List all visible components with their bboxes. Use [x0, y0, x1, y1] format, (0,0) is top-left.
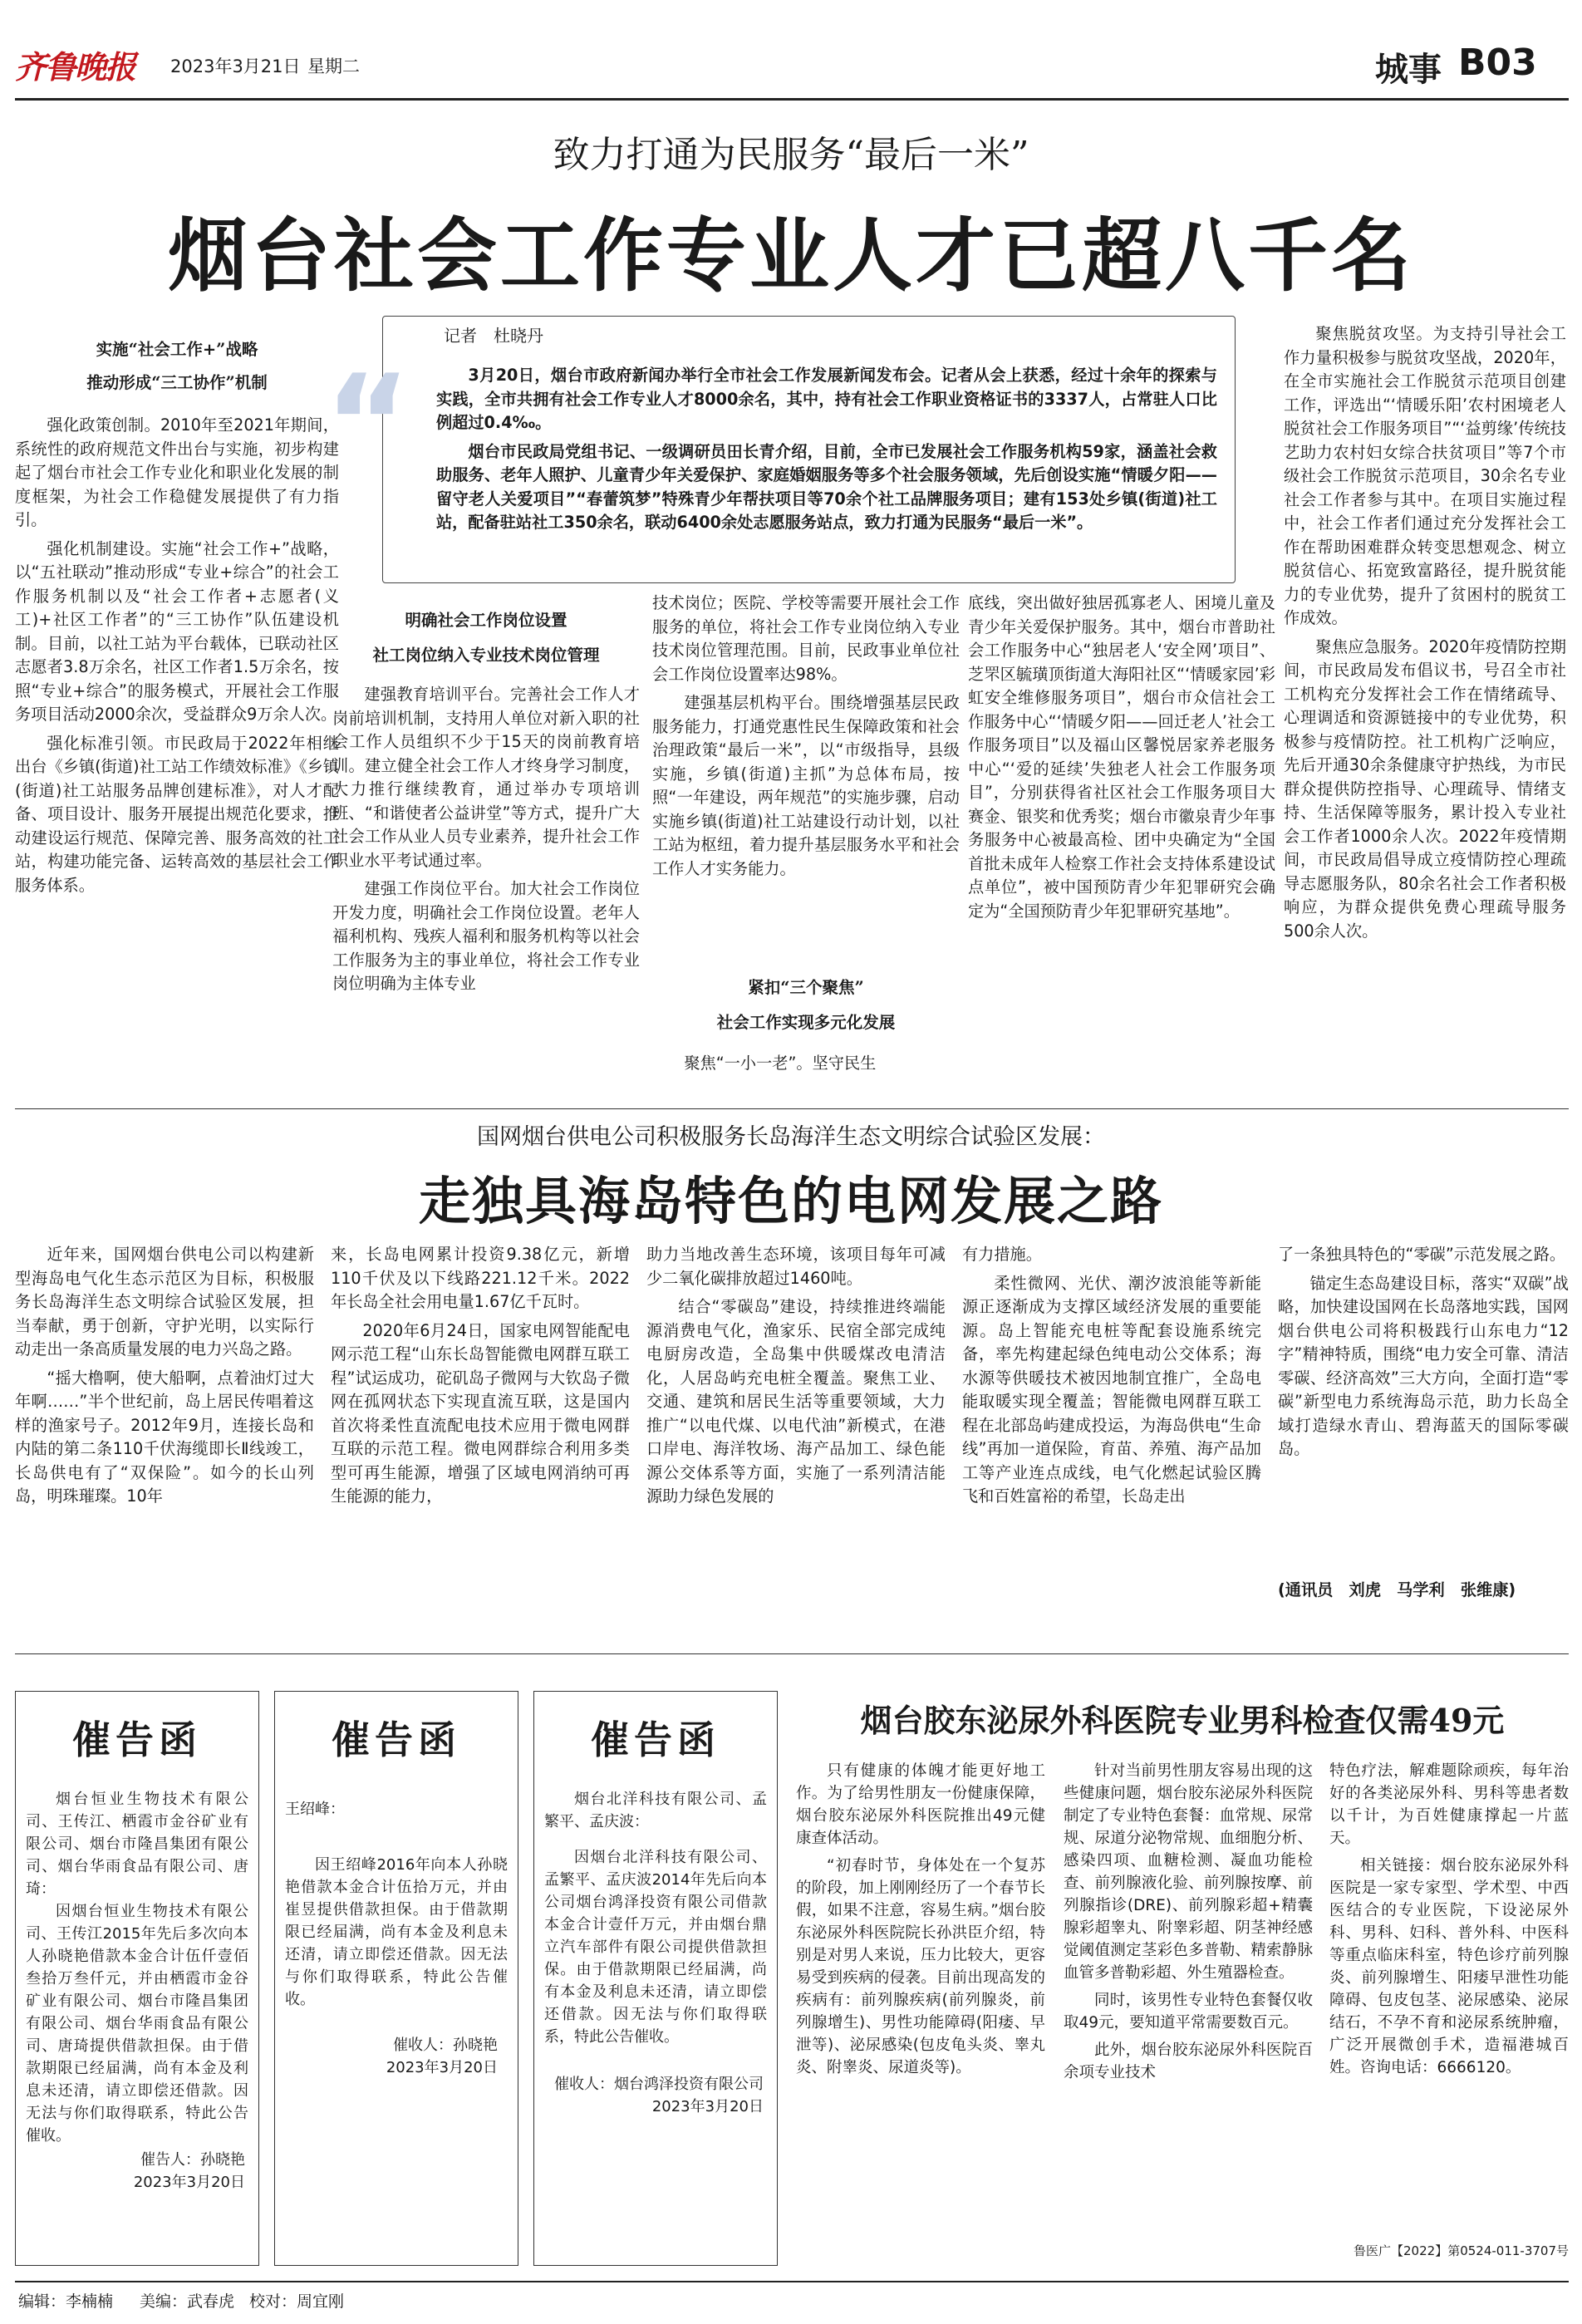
paragraph: 有力措施。 — [962, 1245, 1042, 1264]
story2-col3 — [646, 1243, 946, 1634]
section-divider — [15, 1653, 1569, 1654]
issue-date: 2023年3月21日 — [170, 57, 301, 76]
paragraph: 柔性微网、光伏、潮汐波浪能等新能源正逐渐成为支撑区域经济发展的重要能源。岛上智能充电桩等配套设施系统完备，率先构建起绿色纯电动公交体系；海水源等供暖技术被因地制宜推广，全岛电能取暖实现全覆盖；智能微电网群互联工程在北部岛屿建成投运，为海岛供电“生命线”再加一道保险，育苗、养殖、海产品加工等产业连点成线，电气化燃起试验区腾飞和百姓富裕的希望，长岛走出 — [962, 1273, 1261, 1506]
paragraph: 此外，烟台胶东泌尿外科医院百余项专业技术 — [1064, 2041, 1313, 2081]
paragraph: 聚焦脱贫攻坚。为支持引导社会工作力量积极参与脱贫攻坚战，2020年，在全市实施社会工作脱贫示范项目创建工作，评选出“‘情暖乐阳’农村困境老人脱贫社会工作服务项目”“‘益剪缘’传统技艺助力农村妇女综合扶贫项目”等7个市级社会工作脱贫示范项目，30余名专业社会工作者参与其中。在项目实施过程中，社会工作者们通过充分发挥社会工作在帮助困难群众转变思想观念、树立脱贫信心、拓宽致富路径，提升脱贫能力的专业优势，提升了贫困村的脱贫工作成效。 — [1284, 324, 1566, 627]
story2-kicker: 国网烟台供电公司积极服务长岛海洋生态文明综合试验区发展： — [477, 1124, 1105, 1150]
story1-col1-subhead-2: 推动形成“三工协作”机制 — [86, 373, 268, 392]
ad-col3 — [1329, 1760, 1569, 2233]
footer-rule — [15, 2281, 1569, 2282]
paragraph: 只有健康的体魄才能更好地工作。为了给男性朋友一份健康保障，烟台胶东泌尿外科医院推出49元健康查体活动。 — [796, 1762, 1045, 1847]
paragraph: 特色疗法，解难题除顽疾，每年治好的各类泌尿外科、男科等患者数以千计，为百姓健康撑起一片蓝天。 — [1329, 1762, 1569, 1847]
paragraph: 近年来，国网烟台供电公司以构建新型海岛电气化生态示范区为目标，积极服务长岛海洋生态文明综合试验区发展，担当奉献，勇于创新，守护光明，以实际行动走出一条高质量发展的电力兴岛之路。 — [15, 1245, 314, 1359]
issue-weekday: 星期二 — [307, 57, 360, 76]
section-name: 城事 — [1375, 50, 1442, 89]
notice-box-1 — [15, 1691, 259, 2266]
notice-body: 因王绍峰2016年向本人孙晓艳借款本金合计伍拾万元，并由崔昱提供借款担保。由于借款期限已经届满，尚有本金及利息未还清，请立即偿还借款。因无法与你们取得联系，特此公告催收。 — [285, 1856, 508, 2008]
notice-sign: 催收人：烟台鸿泽投资有限公司 — [554, 2076, 764, 2093]
paragraph: 建强基层机构平台。围绕增强基层民政服务能力，打通党惠性民生保障政策和社会治理政策“最后一米”，以“市级指导，县级实施，乡镇(街道)主抓”为总体布局，按照“一年建设，两年规范”的实施步骤，启动实施乡镇(街道)社工站建设行动计划，以社工站为枢纽，着力提升基层服务水平和社会工作人才实务能力。 — [652, 693, 960, 878]
paragraph: 锚定生态岛建设目标，落实“双碳”战略，加快建设国网在长岛落地实践，国网烟台供电公司将积极践行山东电力“12字”精神特质，围绕“电力安全可靠、清洁零碳、经济高效”三大方向，全面打造“零碳”新型电力系统海岛示范，助力长岛全域打造绿水青山、碧海蓝天的国际零碳岛。 — [1278, 1273, 1569, 1458]
paragraph: 助力当地改善生态环境，该项目每年可减少二氧化碳排放超过1460吨。 — [646, 1245, 946, 1288]
paragraph: 烟台市民政局党组书记、一级调研员田长青介绍，目前，全市已发展社会工作服务机构59家，涵盖社会救助服务、老年人照护、儿童青少年关爱保护、家庭婚姻服务等多个社会服务领域，先后创设实施“情暖夕阳——留守老人关爱项目”“春蕾筑梦”特殊青少年帮扶项目等70余个社工品牌服务项目；建有153处乡镇(街道)社工站，配备驻站社工350余名，联动6400余处志愿服务站点，致力打通为民服务“最后一米”。 — [436, 441, 1217, 532]
story2-col5 — [1278, 1243, 1569, 1567]
notice-sign: 催收人：孙晓艳 — [393, 2037, 498, 2054]
notice-title: 催告函 — [591, 1717, 720, 1762]
paragraph: “初春时节，身体处在一个复苏的阶段，加上刚刚经历了一个春节长假，如果不注意，容易生病。”烟台胶东泌尿外科医院院长孙洪臣介绍，特别是对男人来说，压力比较大，更容易受到疾病的侵袭。目前出现高发的疾病有：前列腺疾病(前列腺炎，前列腺增生)、男性功能障碍(阳痿、早泄等)、泌尿感染(包皮龟头炎、睾丸炎、附睾炎、尿道炎等)。 — [796, 1857, 1045, 2076]
ad-col1 — [796, 1760, 1045, 2258]
footer-editor: 编辑：李楠楠 — [18, 2292, 114, 2311]
story1-col2-subhead-2: 社工岗位纳入专业技术岗位管理 — [372, 646, 600, 665]
notice-title: 催告函 — [332, 1717, 461, 1762]
story2-credit: (通讯员 刘虎 马学利 张维康) — [1278, 1580, 1516, 1599]
story1-col4 — [968, 592, 1275, 1098]
notice-body: 因烟台恒业生物技术有限公司、王传江2015年先后多次向本人孙晓艳借款本金合计伍仟壹佰叁拾万叁仟元，并由栖霞市金谷矿业有限公司、烟台市隆昌集团有限公司、烟台华雨食品有限公司、唐琦提供借款担保。由于借款期限已经届满，尚有本金及利息未还清，请立即偿还借款。因无法与你们取得联系，特此公告催收。 — [26, 1903, 248, 2145]
story2-headline: 走独具海岛特色的电网发展之路 — [418, 1171, 1163, 1231]
story1-col3-subhead-1: 紧扣“三个聚焦” — [748, 978, 864, 997]
story1-col1 — [15, 414, 339, 1103]
paragraph: 聚焦应急服务。2020年疫情防控期间，市民政局发布倡议书，号召全市社工机构充分发挥社会工作在情绪疏导、心理调适和资源链接中的专业优势，积极参与疫情防控。社工机构广泛响应，先后开通30余条健康守护热线，为市民群众提供防控指导、心理疏导、情绪支持、生活保障等服务，累计投入专业社会工作者1000余人次。2022年疫情期间，市民政局倡导成立疫情防控心理疏导志愿服务队，80余名社会工作者积极响应，为群众提供免费心理疏导服务500余人次。 — [1284, 636, 1566, 941]
notice-date: 2023年3月20日 — [133, 2174, 245, 2191]
page-number: B03 — [1458, 42, 1537, 84]
paragraph: 2020年6月24日，国家电网智能配电网示范工程“山东长岛智能微电网群互联工程”试运成功，砣矶岛子微网与大钦岛子微网在孤网状态下实现直流互联，这是国内首次将柔性直流配电技术应用于微电网群互联的示范工程。微电网群综合利用多类型可再生能源，增强了区域电网消纳可再生能源的能力， — [331, 1320, 630, 1506]
paragraph: 技术岗位；医院、学校等需要开展社会工作服务的单位，将社会工作专业岗位纳入专业技术岗位管理范围。目前，民政事业单位社会工作岗位设置率达98%。 — [652, 593, 960, 684]
notice-addressee: 烟台北洋科技有限公司、孟繁平、孟庆波： — [544, 1791, 767, 1830]
story1-col3 — [652, 592, 960, 974]
paragraph: 结合“零碳岛”建设，持续推进终端能源消费电气化，渔家乐、民宿全部完成纯电厨房改造，全岛集中供暖煤改电清洁化，人居岛屿充电桩全覆盖。聚焦工业、交通、建筑和居民生活等重要领域，大力推广“以电代煤、以电代油”新模式，在港口岸电、海洋牧场、海产品加工、绿色能源公交体系等方面，实施了一系列清洁能源助力绿色发展的 — [646, 1297, 946, 1506]
paragraph: 了一条独具特色的“零碳”示范发展之路。 — [1278, 1245, 1566, 1264]
notice-date: 2023年3月20日 — [651, 2098, 764, 2115]
notice-box-2 — [274, 1691, 518, 2266]
byline: 记者 杜晓丹 — [432, 322, 555, 346]
story1-col5 — [1284, 322, 1566, 1099]
story1-headline: 烟台社会工作专业人才已超八千名 — [168, 209, 1414, 302]
notice-title: 催告函 — [72, 1717, 202, 1762]
section-divider — [15, 1108, 1569, 1109]
paragraph: “摇大橹啊，使大船啊，点着油灯过大年啊……”半个世纪前，岛上居民传唱着这样的渔家号子。2012年9月，连接长岛和内陆的第二条110千伏海缆即长Ⅱ线竣工，长岛供电有了“双保险”。如今的长山列岛，明珠璀璨。10年 — [15, 1368, 314, 1506]
notice-date: 2023年3月20日 — [386, 2059, 498, 2076]
paragraph: 相关链接：烟台胶东泌尿外科医院是一家专家型、学术型、中西医结合的专业医院，下设泌尿外科、男科、妇科、普外科、中医科等重点临床科室，特色诊疗前列腺炎、前列腺增生、阳痿早泄性功能障碍、包皮包茎、泌尿感染、泌尿结石，不孕不育和泌尿系统肿瘤，广泛开展微创手术，造福港城百姓。咨询电话：6666120。 — [1329, 1857, 1569, 2076]
paragraph: 建强教育培训平台。完善社会工作人才岗前培训机制，支持用人单位对新入职的社会工作人员组织不少于15天的岗前教育培训。建立健全社会工作人才终身学习制度，大力推行继续教育，通过举办专项培训班、“和谐使者公益讲堂”等方式，提升广大社会工作从业人员专业素养，提升社会工作职业水平考试通过率。 — [332, 685, 640, 870]
story2-col1 — [15, 1243, 314, 1634]
notice-box-3 — [533, 1691, 778, 2266]
paragraph: 同时，该男性专业特色套餐仅收取49元，要知道平常需要数百元。 — [1064, 1992, 1313, 2032]
notice-addressee: 烟台恒业生物技术有限公司、王传江、栖霞市金谷矿业有限公司、烟台市隆昌集团有限公司、烟台华雨食品有限公司、唐琦： — [26, 1791, 248, 1898]
notice-addressee: 王绍峰： — [285, 1801, 345, 1818]
footer-art: 美编：武春虎 — [140, 2292, 235, 2311]
paragraph: 强化机制建设。实施“社会工作+”战略，以“五社联动”推动形成“专业+综合”的社会工作服务机制以及“社会工作者+志愿者(义工)+社区工作者”的“三工协作”队伍建设机制。目前，以社工站为平台载体，已联动社区志愿者3.8万余名，社区工作者1.5万余名，按照“专业+综合”的服务模式，开展社会工作服务项目活动2000余次，受益群众9万余人次。 — [15, 538, 339, 724]
story1-col1-subhead-1: 实施“社会工作+”战略 — [96, 340, 258, 359]
story1-col2 — [332, 683, 640, 1098]
newspaper-logo: 齐鲁晚报 — [15, 48, 135, 86]
story1-col2-subhead-1: 明确社会工作岗位设置 — [405, 611, 567, 630]
masthead-rule — [15, 98, 1569, 101]
ad-license: 鲁医广【2022】第0524-011-3707号 — [1354, 2243, 1569, 2258]
lead-text — [436, 364, 1217, 572]
paragraph: 强化政策创制。2010年至2021年期间，系统性的政府规范文件出台与实施，初步构建起了烟台市社会工作专业化和职业化发展的制度框架，为社会工作稳健发展提供了有力指引。 — [15, 415, 339, 529]
story1-col3-subhead-2: 社会工作实现多元化发展 — [716, 1013, 896, 1032]
paragraph: 针对当前男性朋友容易出现的这些健康问题，烟台胶东泌尿外科医院制定了专业特色套餐：血常规、尿常规、尿道分泌物常规、血细胞分析、感染四项、血糖检测、凝血功能检查、前列腺液化验、前列腺按摩、前列腺指诊(DRE)、前列腺彩超+精囊腺彩超睾丸、附睾彩超、阴茎神经感觉阈值测定茎彩色多普勒、精索静脉血管多普勒彩超、外生殖器检查。 — [1064, 1762, 1313, 1982]
story1-kicker: 致力打通为民服务“最后一米” — [553, 134, 1029, 176]
paragraph: 建强工作岗位平台。加大社会工作岗位开发力度，明确社会工作岗位设置。老年人福利机构、残疾人福利和服务机构等以社会工作服务为主的事业单位，将社会工作专业岗位明确为主体专业 — [332, 879, 640, 993]
ad-headline: 烟台胶东泌尿外科医院专业男科检查仅需49元 — [860, 1702, 1505, 1739]
paragraph: 聚焦“一小一老”。坚守民生 — [684, 1054, 877, 1073]
quote-mark-icon: “ — [324, 346, 412, 501]
paragraph: 强化标准引领。市民政局于2022年相继出台《乡镇(街道)社工站工作绩效标准》《乡镇(街道)社工站服务品牌创建标准》，对人才配备、项目设计、服务开展提出规范化要求，推动建设运行规范、保障完善、服务高效的社工站，构建功能完备、运转高效的基层社会工作服务体系。 — [15, 733, 339, 895]
ad-col2 — [1064, 1760, 1313, 2258]
notice-sign: 催告人：孙晓艳 — [140, 2151, 245, 2169]
paragraph: 底线，突出做好独居孤寡老人、困境儿童及青少年关爱保护服务。其中，烟台市普助社会工作服务中心“独居老人‘安全网’项目”、芝罘区毓璜顶街道大海阳社区“‘情暖家园’彩虹安全维修服务项目”，烟台市众信社会工作服务中心“‘情暖夕阳——回迁老人’社会工作服务项目”以及福山区馨悦居家养老服务中心“‘爱的延续’失独老人社会工作服务项目”，分别获得省社区社会工作服务项目大赛金、银奖和优秀奖；烟台市徽泉青少年事务服务中心被最高检、团中央确定为“全国首批未成年人检察工作社会支持体系建设试点单位”，被中国预防青少年犯罪研究会确定为“全国预防青少年犯罪研究基地”。 — [968, 593, 1275, 921]
story1-col3-tail — [652, 1052, 960, 1085]
story2-col2 — [331, 1243, 630, 1634]
paragraph: 3月20日，烟台市政府新闻办举行全市社会工作发展新闻发布会。记者从会上获悉，经过十余年的探索与实践，全市共拥有社会工作专业人才8000余名，其中，持有社会工作职业资格证书的3337人，占常驻人口比例超过0.4‰。 — [436, 366, 1217, 432]
footer-proof: 校对：周宜刚 — [249, 2292, 345, 2311]
notice-body: 因烟台北洋科技有限公司、孟繁平、孟庆波2014年先后向本公司烟台鸿泽投资有限公司借款本金合计壹仟万元，并由烟台鼎立汽车部件有限公司提供借款担保。由于借款期限已经届满，尚有本金及利息未还清，请立即偿还借款。因无法与你们取得联系，特此公告催收。 — [544, 1849, 767, 2046]
story2-col4 — [962, 1243, 1261, 1634]
paragraph: 来，长岛电网累计投资9.38亿元，新增110千伏及以下线路221.12千米。2022年长岛全社会用电量1.67亿千瓦时。 — [331, 1245, 630, 1311]
